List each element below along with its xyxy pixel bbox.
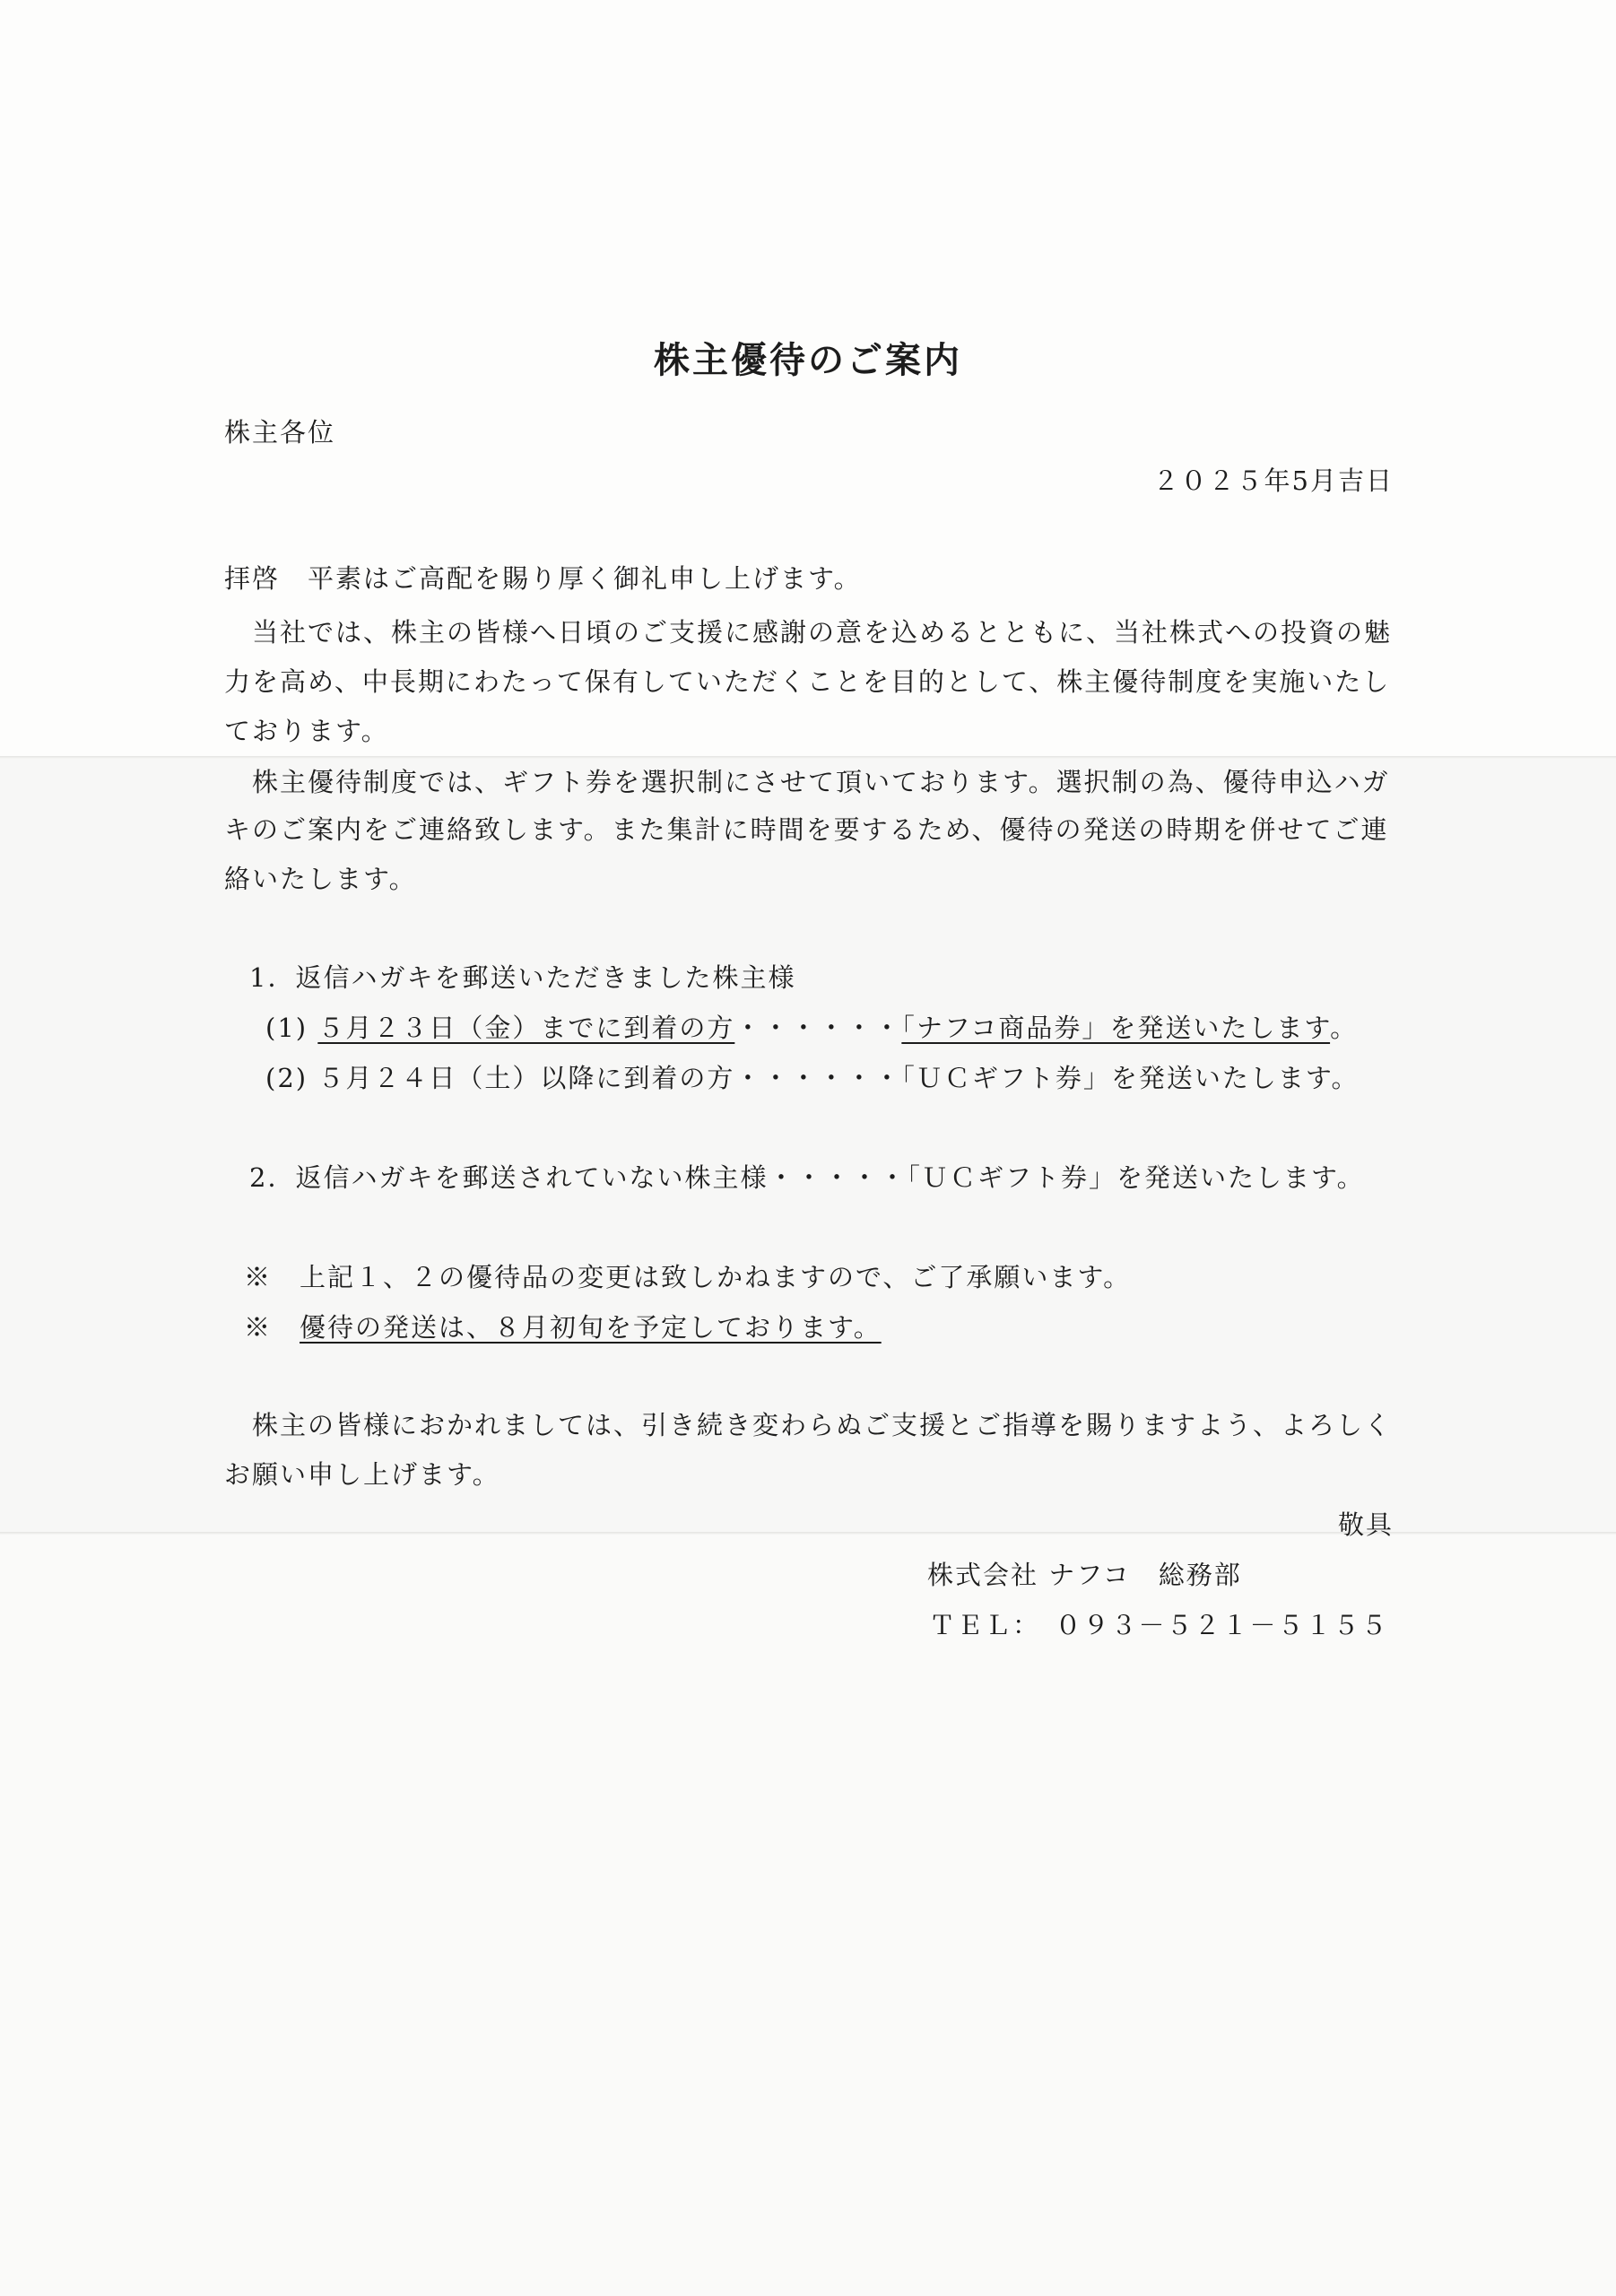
paragraph-line: 当社では、株主の皆様へ日頃のご支援に感謝の意を込めるとともに、当社株式への投資の魅 — [224, 617, 1393, 648]
note-1: ※ 上記１、２の優待品の変更は致しかねますので、ご了承願います。 — [244, 1262, 1132, 1292]
fold-line — [0, 756, 1616, 759]
keigu: 敬具 — [1337, 1509, 1394, 1540]
gift-text: 「ナフコ商品券」を発送いたします — [901, 1013, 1331, 1043]
addressee: 株主各位 — [224, 417, 336, 448]
shipping-note: 優待の発送は、８月初旬を予定しております。 — [300, 1312, 882, 1343]
paragraph-line: キのご案内をご連絡致します。また集計に時間を要するため、優待の発送の時期を併せてご連 — [224, 814, 1389, 845]
company-name: 株式会社 ナフコ 総務部 — [927, 1560, 1242, 1590]
dot-leader: ・・・・・・ — [734, 1013, 902, 1043]
period: 。 — [1330, 1013, 1359, 1043]
item-1-heading: 1．返信ハガキを郵送いただきました株主様 — [249, 962, 796, 993]
date: ２０２５年5月吉日 — [1152, 465, 1394, 496]
item-2: 2．返信ハガキを郵送されていない株主様・・・・・「ＵＣギフト券」を発送いたします。 — [249, 1162, 1365, 1193]
sub-2-text: ５月２４日（土）以降に到着の方・・・・・・「ＵＣギフト券」を発送いたします。 — [317, 1063, 1360, 1093]
item-1-sub-2 — [265, 1060, 1360, 1096]
paper-bottom-panel — [0, 1535, 1616, 2296]
note-mark: ※ — [244, 1312, 300, 1343]
page-title: 株主優待のご案内 — [654, 339, 962, 381]
telephone: ＴＥＬ： ０９３－５２１－５１５５ — [929, 1610, 1389, 1640]
sub-mark: (2) — [265, 1063, 308, 1093]
note-2 — [244, 1309, 882, 1345]
paragraph-line: 株主優待制度では、ギフト券を選択制にさせて頂いております。選択制の為、優待申込ハガ — [224, 767, 1390, 797]
deadline-text: ５月２３日（金）までに到着の方 — [317, 1013, 735, 1043]
closing-line: 株主の皆様におかれましては、引き続き変わらぬご支援とご指導を賜りますよう、よろしく — [224, 1410, 1393, 1440]
greeting: 拝啓 平素はご高配を賜り厚く御礼申し上げます。 — [224, 563, 862, 594]
sub-mark: (1) — [265, 1013, 308, 1043]
paragraph-line: 絡いたします。 — [224, 864, 417, 894]
paragraph-line: 力を高め、中長期にわたって保有していただくことを目的として、株主優待制度を実施いたし — [224, 666, 1391, 697]
paragraph-line: ております。 — [224, 716, 389, 746]
item-1-sub-1 — [265, 1010, 1358, 1046]
closing-line: お願い申し上げます。 — [224, 1459, 500, 1490]
